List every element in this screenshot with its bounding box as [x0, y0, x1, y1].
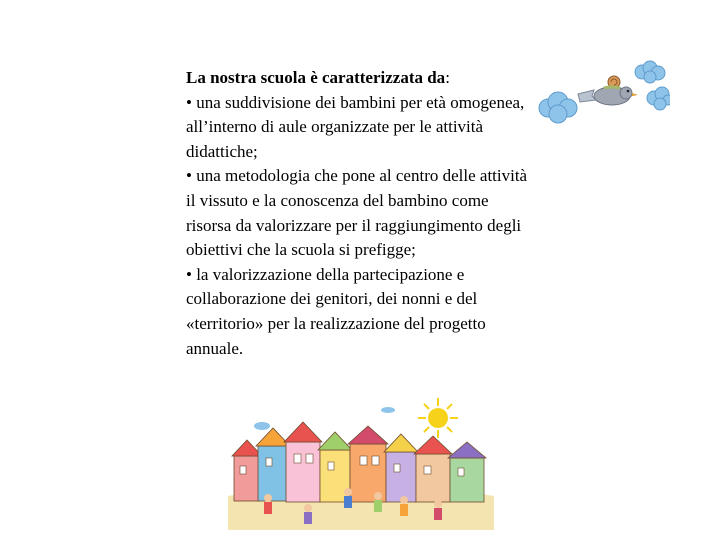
- snail-icon: [604, 76, 620, 88]
- slide-text: [186, 66, 536, 361]
- bullet-2: • una metodologia che pone al centro delle attività il vissuto e la conoscenza del bambino come risorsa da valorizzare per il raggiungimento degli obiettivi che la scuola si prefigge;: [186, 166, 528, 260]
- village-illustration: [228, 396, 494, 530]
- bird-with-clouds-illustration: [530, 60, 670, 135]
- cloud-right-icon: [647, 87, 670, 110]
- bullet-1: • una suddivisione dei bambini per età omogenea, all’interno di aule organizzate per le attività didattiche;: [186, 92, 525, 161]
- heading-colon: :: [445, 68, 450, 87]
- small-clouds: [254, 407, 395, 430]
- cloud-left-icon: [539, 92, 577, 123]
- heading: La nostra scuola è caratterizzata da: [186, 68, 446, 87]
- bird-icon: [578, 87, 638, 105]
- cloud-top-icon: [635, 61, 665, 83]
- sun-icon: [418, 398, 458, 438]
- bullet-3: • la valorizzazione della partecipazione e collaborazione dei genitori, dei nonni e del «territorio» per la realizzazione del progetto annuale.: [186, 264, 486, 358]
- heading-line: [186, 66, 536, 91]
